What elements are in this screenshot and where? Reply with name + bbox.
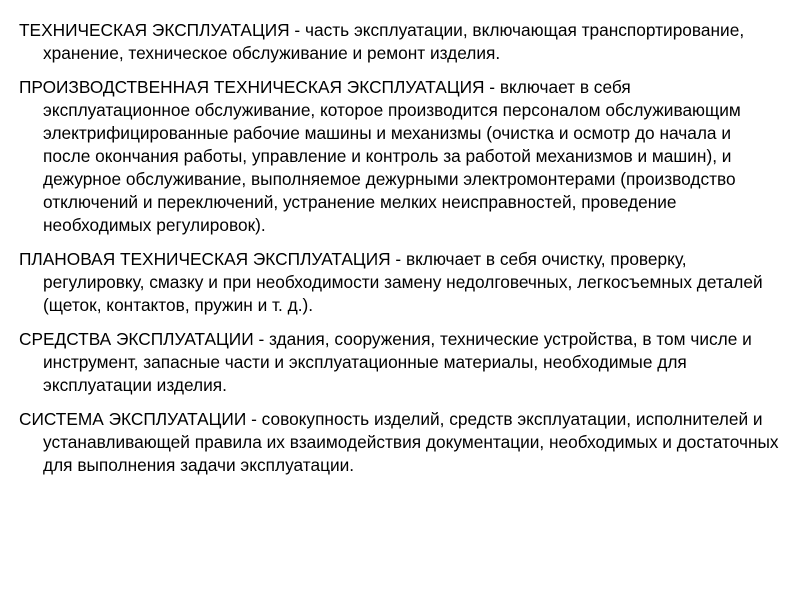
definition-production-technical-exploitation: ПРОИЗВОДСТВЕННАЯ ТЕХНИЧЕСКАЯ ЭКСПЛУАТАЦИЯ - включает в себя эксплуатационное обслуживание, которое производится персоналом обслуживающим электрифицированные рабочие машины и механизмы (очистка и осмотр до начала и после окончания работы, управление и контроль за работой механизмов и машин), и дежурное обслуживание, выполняемое дежурными электромонтерами (производство отключений и переключений, устранение мелких неисправностей, проведение необходимых регулировок). <box>19 77 741 235</box>
definition-means-of-exploitation: СРЕДСТВА ЭКСПЛУАТАЦИИ - здания, сооружения, технические устройства, в том числе и инструмент, запасные части и эксплуатационные материалы, необходимые для эксплуатации изделия. <box>19 329 752 395</box>
definition-exploitation-system: СИСТЕМА ЭКСПЛУАТАЦИИ - совокупность изделий, средств эксплуатации, исполнителей и устанавливающей правила их взаимодействия документации, необходимых и достаточных для выполнения задачи эксплуатации. <box>19 409 779 475</box>
definition-planned-technical-exploitation: ПЛАНОВАЯ ТЕХНИЧЕСКАЯ ЭКСПЛУАТАЦИЯ - включает в себя очистку, проверку, регулировку, смазку и при необходимости замену недолговечных, легкосъемных деталей (щеток, контактов, пружин и т. д.). <box>19 249 763 315</box>
definition-technical-exploitation: ТЕХНИЧЕСКАЯ ЭКСПЛУАТАЦИЯ - часть эксплуатации, включающая транспортирование, хранение, техническое обслуживание и ремонт изделия. <box>19 20 745 63</box>
